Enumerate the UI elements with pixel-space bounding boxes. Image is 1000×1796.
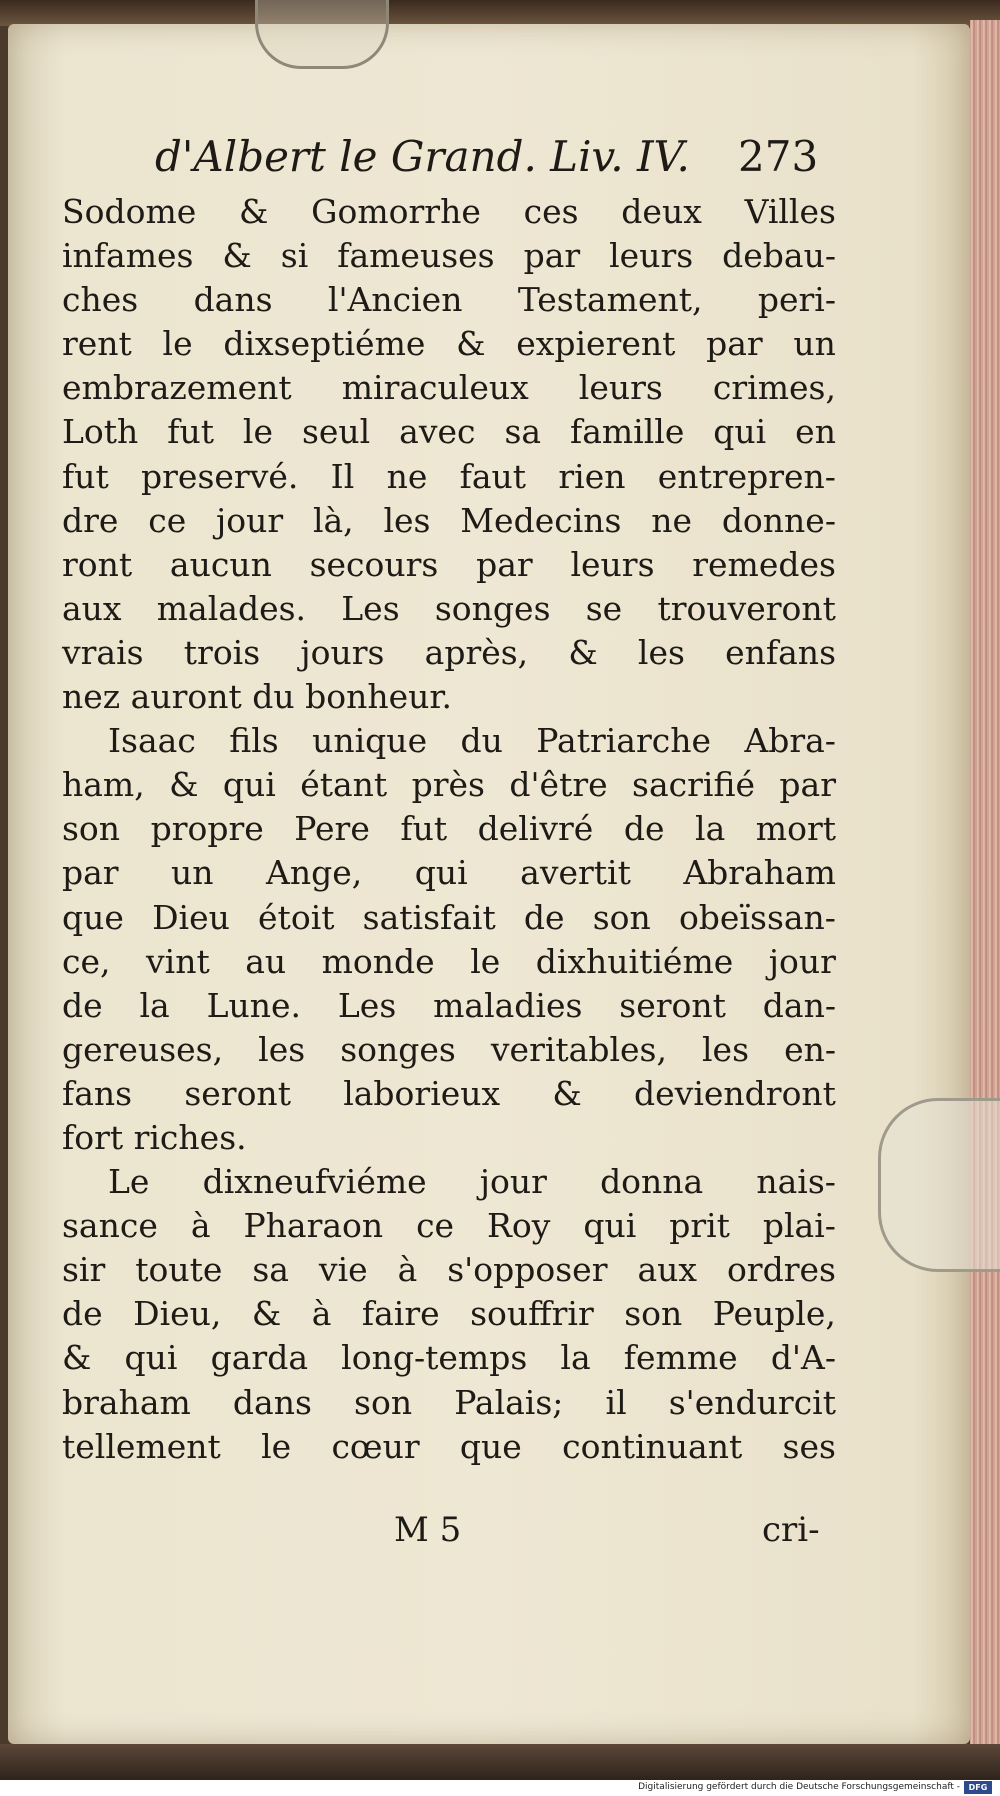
text-line: [62, 410, 836, 454]
word: Abra-: [744, 721, 836, 761]
word: Patriarche: [536, 721, 711, 761]
word: les: [258, 1029, 306, 1069]
word: son: [62, 809, 121, 849]
word: à: [397, 1250, 418, 1290]
running-title: d'Albert le Grand. Liv. IV.: [155, 132, 690, 181]
word: peri-: [757, 280, 836, 320]
text-line: [62, 366, 836, 410]
text-line: [62, 1336, 836, 1380]
word: aux: [62, 588, 122, 628]
word: enfans: [725, 632, 836, 672]
word: leurs: [570, 544, 655, 584]
word: delivré: [477, 809, 594, 849]
word: remedes: [692, 544, 836, 584]
word: femme: [623, 1338, 738, 1378]
word: laborieux: [343, 1073, 501, 1113]
word: dre: [62, 500, 119, 540]
text-line: [62, 1160, 836, 1204]
word: deviendront: [634, 1073, 836, 1113]
word: du: [460, 721, 503, 761]
word: qui: [124, 1338, 178, 1378]
word: fans: [62, 1073, 133, 1113]
word: dans: [232, 1382, 312, 1422]
word: debau-: [722, 236, 836, 276]
word: Dieu,: [133, 1294, 222, 1334]
digitization-note: Digitalisierung gefördert durch die Deutsche Forschungsgemeinschaft -: [638, 1782, 960, 1792]
page-header: [0, 132, 1000, 192]
word: jours: [300, 632, 385, 672]
word: son: [354, 1382, 413, 1422]
word: l'Ancien: [327, 280, 463, 320]
word: prit: [669, 1206, 730, 1246]
text-line: [62, 278, 836, 322]
dfg-logo: DFG: [964, 1781, 992, 1794]
word: les: [702, 1029, 750, 1069]
word: ches: [62, 280, 139, 320]
word: les: [637, 632, 685, 672]
word: continuant: [562, 1426, 743, 1466]
word: aux: [637, 1250, 697, 1290]
word: Dieu: [152, 897, 230, 937]
word: étoit: [258, 897, 335, 937]
word: Ange,: [266, 853, 363, 893]
word: crimes,: [712, 368, 836, 408]
word: leurs: [609, 236, 694, 276]
word: fut: [62, 456, 109, 496]
word: à: [190, 1206, 211, 1246]
word: la: [560, 1338, 591, 1378]
word: ham,: [62, 765, 145, 805]
word: faire: [361, 1294, 440, 1334]
word: se: [585, 588, 623, 628]
word: Les: [337, 985, 397, 1025]
word: sa: [504, 412, 542, 452]
word: rent: [62, 324, 132, 364]
word: de: [523, 897, 565, 937]
word: que: [62, 897, 124, 937]
word: &: [456, 324, 486, 364]
word: qui: [583, 1206, 637, 1246]
text-line: [62, 1204, 836, 1248]
word: après,: [424, 632, 529, 672]
word: ce,: [62, 941, 111, 981]
text-line: [62, 1292, 836, 1336]
catchword: cri-: [762, 1510, 820, 1550]
text-line: [62, 1248, 836, 1292]
word: ne: [386, 456, 428, 496]
word: ne: [651, 500, 693, 540]
word: près: [411, 765, 485, 805]
text-line: [62, 543, 836, 587]
word: seront: [619, 985, 726, 1025]
word: à: [311, 1294, 332, 1334]
word: Pharaon: [243, 1206, 384, 1246]
word: la: [139, 985, 170, 1025]
word: seront: [184, 1073, 291, 1113]
word: Peuple,: [712, 1294, 836, 1334]
word: son: [624, 1294, 683, 1334]
word: d'A-: [770, 1338, 836, 1378]
page-clip-top: [255, 0, 389, 69]
text-line: fort riches.: [62, 1117, 247, 1157]
text-line: [62, 1028, 836, 1072]
word: par: [476, 544, 533, 584]
word: secours: [309, 544, 439, 584]
word: dans: [193, 280, 273, 320]
word: mort: [755, 809, 836, 849]
word: embrazement: [62, 368, 292, 408]
word: sance: [62, 1206, 158, 1246]
word: &: [552, 1073, 582, 1113]
word: fut: [167, 412, 214, 452]
word: ordres: [726, 1250, 836, 1290]
word: le: [470, 941, 501, 981]
body-text: [62, 190, 836, 1469]
word: avertit: [520, 853, 631, 893]
book-top-edge: [0, 0, 1000, 26]
word: ront: [62, 544, 133, 584]
word: s'opposer: [447, 1250, 608, 1290]
word: vint: [146, 941, 210, 981]
word: Isaac: [108, 721, 196, 761]
word: Roy: [487, 1206, 551, 1246]
word: Gomorrhe: [311, 192, 481, 231]
word: en: [795, 412, 836, 452]
word: monde: [321, 941, 435, 981]
word: dixhuitiéme: [535, 941, 734, 981]
text-line: [62, 322, 836, 366]
word: Lune.: [206, 985, 302, 1025]
word: de: [62, 985, 103, 1025]
word: jour: [768, 941, 836, 981]
word: tellement: [62, 1426, 221, 1466]
word: entrepren-: [657, 456, 836, 496]
word: nais-: [756, 1162, 836, 1202]
word: unique: [312, 721, 428, 761]
word: aucun: [169, 544, 272, 584]
word: par: [779, 765, 836, 805]
word: Les: [341, 588, 400, 628]
word: sir: [62, 1250, 106, 1290]
text-line: [62, 1381, 836, 1425]
word: de: [623, 809, 665, 849]
word: Le: [108, 1162, 150, 1202]
word: miraculeux: [341, 368, 529, 408]
text-line: [62, 455, 836, 499]
word: seul: [301, 412, 371, 452]
word: avec: [399, 412, 476, 452]
text-line: [62, 896, 836, 940]
signature-mark: M 5: [394, 1510, 462, 1550]
word: veritables,: [490, 1029, 667, 1069]
word: trois: [183, 632, 261, 672]
word: garda: [210, 1338, 308, 1378]
word: toute: [135, 1250, 223, 1290]
text-line: [62, 807, 836, 851]
word: sa: [252, 1250, 289, 1290]
word: donna: [600, 1162, 704, 1202]
word: le: [242, 412, 273, 452]
word: &: [222, 236, 252, 276]
word: étant: [300, 765, 388, 805]
word: infames: [62, 236, 194, 276]
word: jour: [479, 1162, 547, 1202]
word: qui: [222, 765, 276, 805]
word: il: [605, 1382, 627, 1422]
word: qui: [414, 853, 468, 893]
word: son: [592, 897, 651, 937]
word: &: [169, 765, 199, 805]
text-line: [62, 631, 836, 675]
word: jour: [216, 500, 284, 540]
text-line: [62, 763, 836, 807]
text-line: [62, 984, 836, 1028]
word: ses: [782, 1426, 836, 1466]
word: Pere: [294, 809, 370, 849]
word: ce: [148, 500, 187, 540]
word: si: [280, 236, 309, 276]
word: Loth: [62, 412, 139, 452]
word: le: [261, 1426, 292, 1466]
text-line: [62, 190, 836, 234]
word: trouveront: [657, 588, 836, 628]
word: donne-: [721, 500, 836, 540]
word: dixseptiéme: [223, 324, 426, 364]
word: &: [239, 192, 269, 231]
word: la: [695, 809, 726, 849]
text-line: [62, 587, 836, 631]
word: braham: [62, 1382, 191, 1422]
word: Abraham: [683, 853, 836, 893]
word: rien: [558, 456, 626, 496]
word: s'endurcit: [668, 1382, 836, 1422]
word: faut: [459, 456, 527, 496]
word: &: [568, 632, 598, 672]
word: expierent: [516, 324, 676, 364]
word: d'être: [509, 765, 608, 805]
word: plai-: [762, 1206, 836, 1246]
text-line: [62, 234, 836, 278]
word: le: [162, 324, 193, 364]
word: propre: [150, 809, 264, 849]
word: un: [793, 324, 836, 364]
word: ce: [416, 1206, 455, 1246]
word: songes: [434, 588, 551, 628]
text-line: nez auront du bonheur.: [62, 677, 453, 717]
word: un: [171, 853, 214, 893]
word: cœur: [331, 1426, 420, 1466]
word: songes: [340, 1029, 456, 1069]
text-line: [62, 499, 836, 543]
text-line: [62, 851, 836, 895]
word: gereuses,: [62, 1029, 224, 1069]
word: de: [62, 1294, 103, 1334]
word: famille: [569, 412, 685, 452]
word: souffrir: [470, 1294, 594, 1334]
word: par: [706, 324, 763, 364]
word: en-: [784, 1029, 836, 1069]
text-line: [62, 1072, 836, 1116]
word: fameuses: [337, 236, 495, 276]
word: Il: [330, 456, 355, 496]
word: là,: [312, 500, 354, 540]
word: que: [459, 1426, 522, 1466]
word: fils: [229, 721, 279, 761]
page-number: 273: [738, 132, 819, 181]
word: qui: [713, 412, 767, 452]
word: par: [523, 236, 581, 276]
word: dixneufviéme: [202, 1162, 427, 1202]
word: satisfait: [362, 897, 496, 937]
word: vie: [318, 1250, 368, 1290]
word: deux: [621, 192, 702, 231]
word: les: [383, 500, 431, 540]
word: par: [62, 853, 119, 893]
page-fore-edge: [970, 20, 1000, 1750]
word: Testament,: [517, 280, 703, 320]
page-clip-right: [878, 1098, 1000, 1272]
word: au: [245, 941, 287, 981]
word: leurs: [578, 368, 663, 408]
word: Palais;: [454, 1382, 564, 1422]
word: dan-: [762, 985, 836, 1025]
text-line: [62, 1425, 836, 1469]
word: &: [62, 1338, 92, 1378]
word: preservé.: [141, 456, 299, 496]
word: long-temps: [341, 1338, 528, 1378]
word: fut: [400, 809, 448, 849]
word: Villes: [744, 192, 836, 231]
word: sacrifié: [632, 765, 755, 805]
book-bottom-edge: [0, 1744, 1000, 1780]
word: malades.: [156, 588, 307, 628]
word: ces: [523, 192, 579, 231]
word: vrais: [62, 632, 144, 672]
word: Medecins: [460, 500, 622, 540]
text-line: [62, 940, 836, 984]
page-footline: [0, 1510, 1000, 1560]
word: obeïssan-: [678, 897, 836, 937]
word: &: [251, 1294, 282, 1334]
word: maladies: [433, 985, 583, 1025]
word: Sodome: [62, 192, 197, 231]
text-line: [62, 719, 836, 763]
